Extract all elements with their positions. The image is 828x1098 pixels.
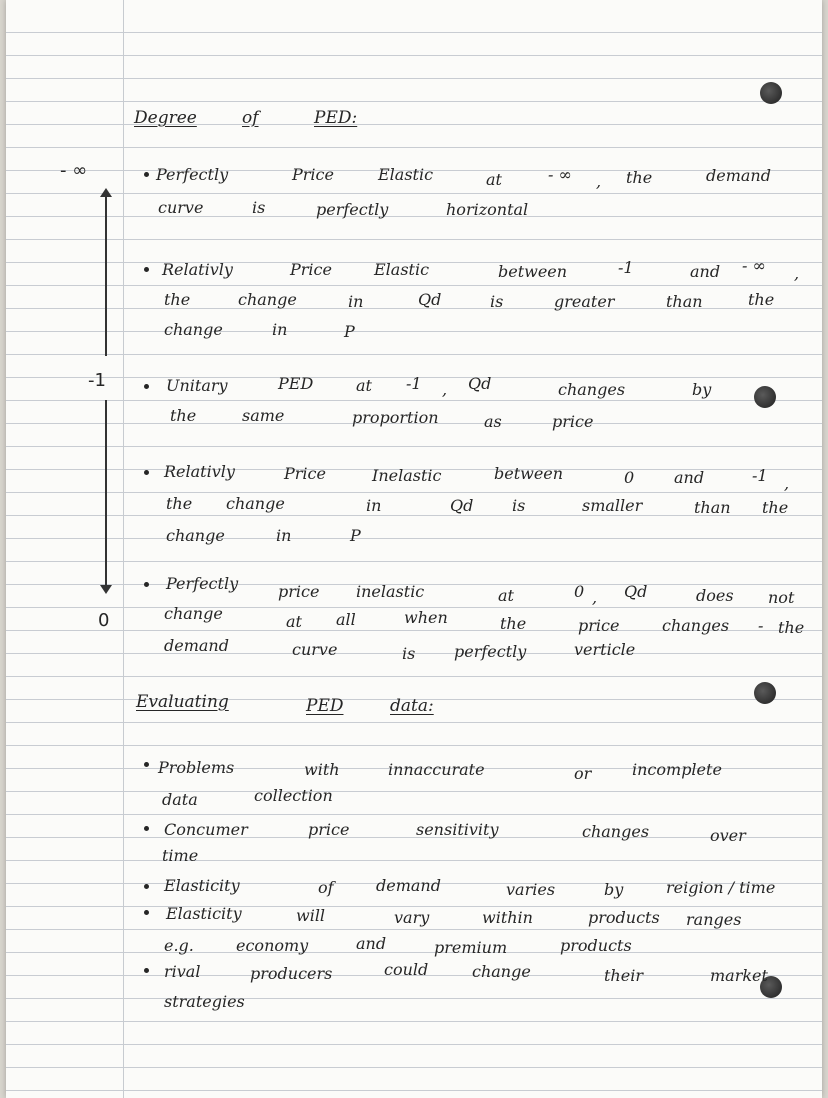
note-word: between [498,262,568,281]
note-word: change [166,526,225,545]
note-word: , [592,588,598,607]
note-word: producers [250,964,333,983]
note-word: demand [376,876,441,895]
note-word: all [336,610,356,629]
note-word: Concumer [164,820,248,839]
note-word: change [472,962,531,981]
note-word: Qd [624,582,648,601]
note-word: change [226,494,285,513]
note-word: - ∞ [548,165,572,184]
note-word: varies [506,880,556,899]
note-word: changes [662,616,730,635]
note-word: the [170,406,197,425]
scale-label-minus-infinity: - ∞ [60,160,88,181]
note-word: of [318,878,334,897]
scale-arrow-upper [105,190,107,356]
note-word: the [626,168,653,187]
note-word: 0 [624,468,635,487]
note-word: data [162,790,198,809]
bullet-dot [144,884,149,889]
note-word: does [696,586,734,605]
note-word: Unitary [166,376,228,395]
note-word: perfectly [454,642,527,661]
note-word: demand [164,636,229,655]
scale-label-zero: 0 [98,610,110,631]
note-word: time [162,846,199,865]
bullet-dot [144,582,149,587]
note-word: than [694,498,731,517]
note-word: and [674,468,705,487]
note-word: Relativly [164,462,235,481]
heading-word: data: [390,696,434,716]
note-word: at [486,170,502,189]
note-word: P [344,322,355,341]
note-word: change [164,320,223,339]
punch-hole [754,682,776,704]
note-word: is [490,292,504,311]
note-word: Elasticity [164,876,240,895]
note-word: within [482,908,533,927]
note-word: strategies [164,992,245,1011]
note-word: could [384,960,429,979]
note-word: in [348,292,364,311]
note-word: Price [290,260,332,279]
note-word: , [596,172,602,191]
note-word: rival [164,962,201,981]
note-word: change [164,604,223,623]
note-word: price [308,820,350,839]
note-word: with [304,760,340,779]
bullet-dot [144,968,149,973]
heading-word: Evaluating [136,692,229,712]
bullet-dot [144,826,149,831]
note-word: 0 [574,582,585,601]
note-word: price [578,616,620,635]
bullet-dot [144,470,149,475]
note-word: in [366,496,382,515]
note-word: changes [582,822,650,841]
note-word: than [666,292,703,311]
note-word: Price [284,464,326,483]
note-word: premium [434,938,508,957]
note-word: Qd [468,374,492,393]
note-word: collection [254,786,333,805]
note-word: , [784,474,790,493]
note-word: at [498,586,514,605]
bullet-dot [144,910,149,915]
punch-hole [754,386,776,408]
note-word: e.g. [164,936,194,955]
note-word: Problems [158,758,235,777]
bullet-dot [144,267,149,272]
margin-line [123,0,124,1098]
note-word: is [402,644,416,663]
heading-word: PED: [314,108,358,128]
note-word: curve [292,640,338,659]
note-word: products [588,908,660,927]
heading-word: of [242,108,259,128]
note-word: curve [158,198,204,217]
notebook-page [6,0,822,1098]
note-word: in [276,526,292,545]
note-word: Price [292,165,334,184]
note-word: the [166,494,193,513]
scale-label-minus-one: -1 [88,370,106,391]
note-word: Elastic [374,260,430,279]
note-word: economy [236,936,309,955]
punch-hole [760,82,782,104]
note-word: demand [706,166,771,185]
note-word: change [238,290,297,309]
note-word: , [442,380,448,399]
note-word: the [762,498,789,517]
note-word: will [296,906,326,925]
note-word: -1 [618,258,634,277]
note-word: the [778,618,805,637]
note-word: products [560,936,632,955]
note-word: horizontal [446,200,529,219]
heading-word: PED [306,696,344,716]
note-word: - [758,616,764,635]
note-word: is [252,198,266,217]
note-word: by [692,380,712,399]
note-word: over [710,826,746,845]
note-word: at [356,376,372,395]
note-word: vary [394,908,430,927]
note-word: between [494,464,564,483]
note-word: perfectly [316,200,389,219]
note-word: as [484,412,502,431]
note-word: smaller [582,496,643,515]
note-word: their [604,966,643,985]
bullet-dot [144,384,149,389]
note-word: market [710,966,768,985]
note-word: Qd [418,290,442,309]
note-word: Perfectly [166,574,239,593]
note-word: Elasticity [166,904,242,923]
note-word: greater [554,292,615,311]
note-word: by [604,880,624,899]
note-word: incomplete [632,760,722,779]
note-word: and [690,262,721,281]
note-word: ranges [686,910,742,929]
note-word: Inelastic [372,466,442,485]
note-word: Elastic [378,165,434,184]
heading-word: Degree [134,108,197,128]
note-word: or [574,764,592,783]
note-word: PED [278,374,314,393]
note-word: price [552,412,594,431]
note-word: - ∞ [742,256,766,275]
note-word: Relativly [162,260,233,279]
note-word: Qd [450,496,474,515]
note-word: the [500,614,527,633]
note-word: same [242,406,285,425]
note-word: when [404,608,448,627]
note-word: -1 [752,466,768,485]
scale-arrow-lower [105,400,107,592]
note-word: P [350,526,361,545]
note-word: verticle [574,640,636,659]
note-word: reigion / time [666,878,776,897]
note-word: innaccurate [388,760,485,779]
note-word: changes [558,380,626,399]
note-word: , [794,264,800,283]
note-word: the [164,290,191,309]
note-word: in [272,320,288,339]
note-word: is [512,496,526,515]
note-word: proportion [352,408,439,427]
bullet-dot [144,172,149,177]
note-word: not [768,588,795,607]
note-word: and [356,934,387,953]
note-word: the [748,290,775,309]
bullet-dot [144,762,149,767]
note-word: Perfectly [156,165,229,184]
note-word: sensitivity [416,820,499,839]
note-word: at [286,612,302,631]
note-word: -1 [406,374,422,393]
note-word: price [278,582,320,601]
note-word: inelastic [356,582,425,601]
